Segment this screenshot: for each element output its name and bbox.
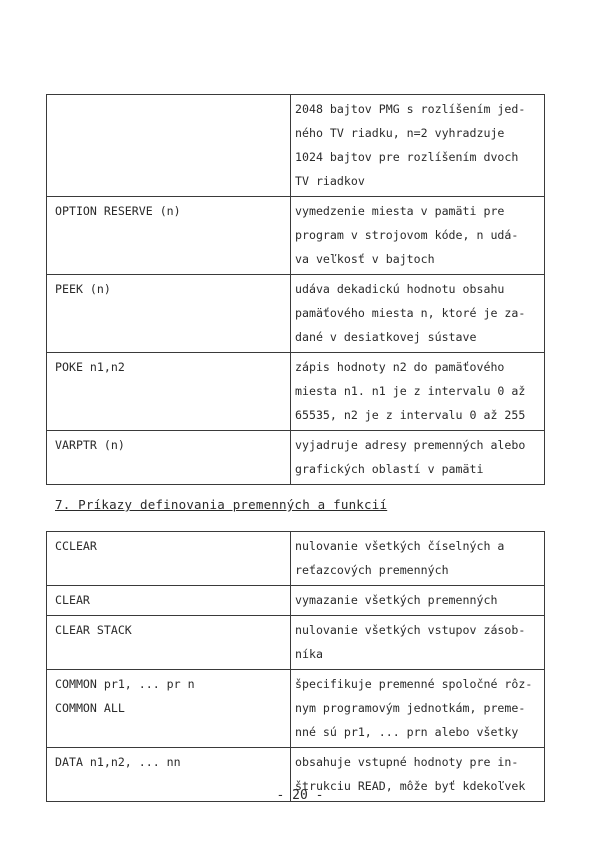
table-row [47,275,545,353]
description-cell: nulovanie všetkých vstupov zásob- níka [291,616,545,670]
command-cell: COMMON pr1, ... pr n COMMON ALL [47,670,291,748]
description-cell: 2048 bajtov PMG s rozlíšením jed- ného TV riadku, n=2 vyhradzuje 1024 bajtov pre rozlíšením dvoch TV riadkov [291,95,545,197]
section-heading: 7. Príkazy definovania premenných a funkcií [55,497,388,512]
table-row [47,197,545,275]
command-cell: PEEK (n) [47,275,291,353]
command-cell: VARPTR (n) [47,431,291,485]
page-number: - 20 - [276,788,324,803]
command-cell: OPTION RESERVE (n) [47,197,291,275]
command-cell: DATA n1,n2, ... nn [47,748,291,802]
description-cell: udáva dekadickú hodnotu obsahu pamäťového miesta n, ktoré je za- dané v desiatkovej sústave [291,275,545,353]
table-row [47,353,545,431]
command-cell [47,95,291,197]
table-row [47,670,545,748]
variable-commands-table [46,531,545,802]
table-row [47,532,545,586]
commands-table-continued [46,94,545,485]
description-cell: zápis hodnoty n2 do pamäťového miesta n1. n1 je z intervalu 0 až 65535, n2 je z intervalu 0 až 255 [291,353,545,431]
description-cell: nulovanie všetkých číselných a reťazcových premenných [291,532,545,586]
table-row [47,616,545,670]
description-cell: špecifikuje premenné spoločné rôz- nym programovým jednotkám, preme- nné sú pr1, ... prn alebo všetky [291,670,545,748]
description-cell: obsahuje vstupné hodnoty pre in- štrukciu READ, môže byť kdekoľvek [291,748,545,802]
table-row [47,431,545,485]
command-cell: POKE n1,n2 [47,353,291,431]
table-row [47,95,545,197]
description-cell: vymazanie všetkých premenných [291,586,545,616]
command-cell: CLEAR [47,586,291,616]
command-cell: CLEAR STACK [47,616,291,670]
description-cell: vymedzenie miesta v pamäti pre program v strojovom kóde, n udá- va veľkosť v bajtoch [291,197,545,275]
table-row [47,586,545,616]
description-cell: vyjadruje adresy premenných alebo grafických oblastí v pamäti [291,431,545,485]
command-cell: CCLEAR [47,532,291,586]
